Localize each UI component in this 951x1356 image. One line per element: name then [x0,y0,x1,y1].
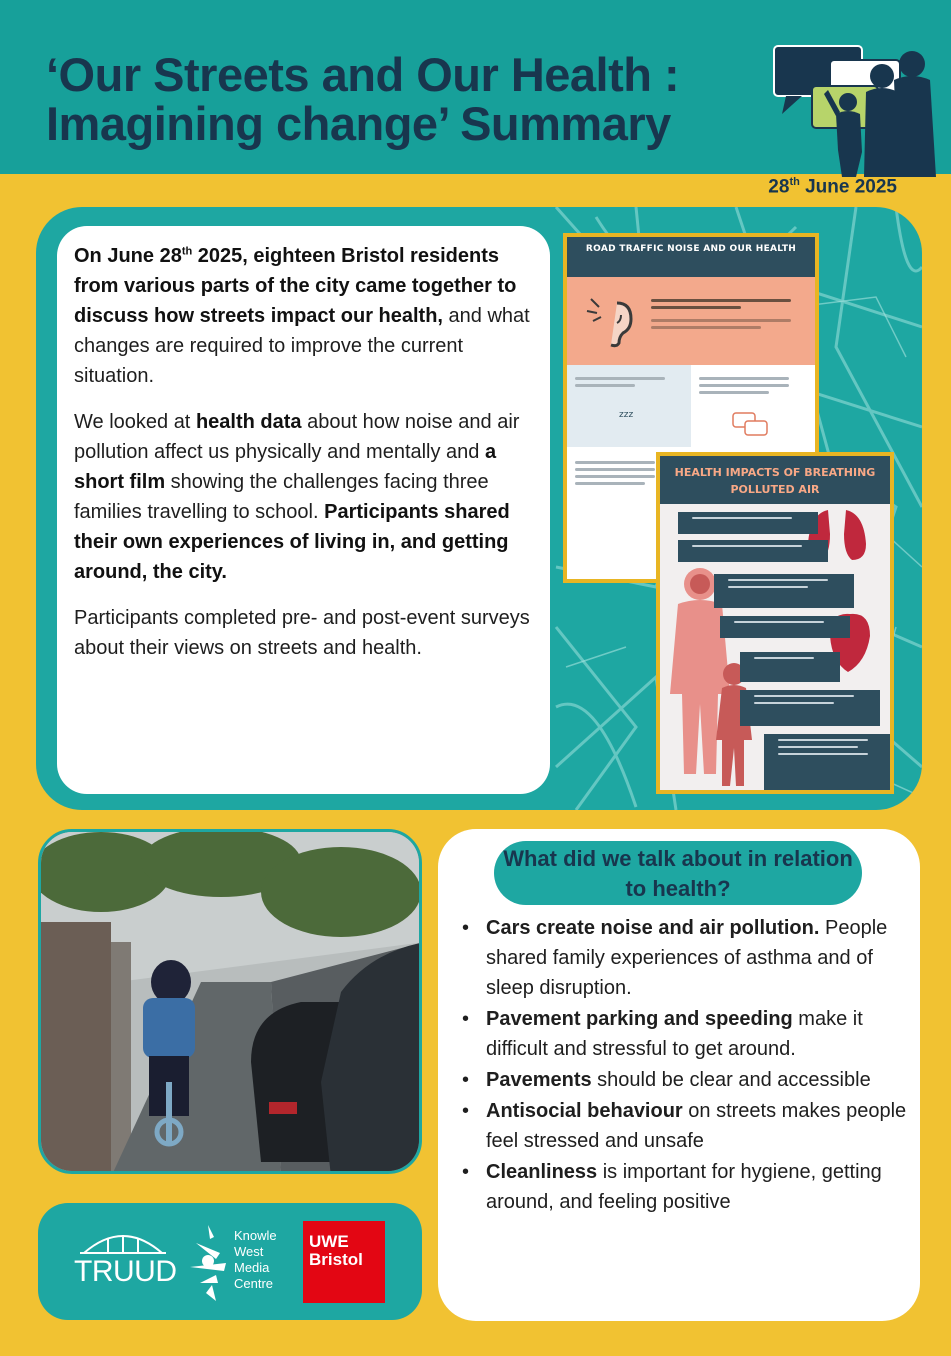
sleep-section [567,365,691,447]
child-cycling-photo [38,829,422,1174]
title-line-1: ‘Our Streets and Our Health : [46,48,680,101]
intro-paragraph-1: On June 28th 2025, eighteen Bristol residents from various parts of the city came together to discuss how streets impact our health, and what changes are required to improve the current situation. [74,244,530,387]
noise-poster-intro [567,277,815,365]
family-speech-bubbles-illustration [770,42,940,177]
street-photo-illustration [41,832,422,1174]
ear-icon [583,291,643,351]
speech-bubble-icon [731,411,771,441]
discussion-summary-card [438,829,920,1321]
air-poster-title: HEALTH IMPACTS OF BREATHING POLLUTED AIR [660,456,890,504]
moon-icon [589,403,639,443]
list-item: • Cleanliness is important for hygiene, getting around, and feeling positive [460,1157,920,1217]
title-line-2: Imagining change’ Summary [46,97,671,150]
discussion-list [460,913,920,1218]
intro-paragraph-3: Participants completed pre- and post-event surveys about their views on streets and health. [74,606,530,659]
uwe-bristol-logo: UWE Bristol [303,1221,385,1303]
partner-logos [38,1203,422,1320]
list-item: • Pavement parking and speeding make it difficult and stressful to get around. [460,1004,920,1064]
page-title [46,50,786,148]
kwmc-logo-text: Knowle West Media Centre [234,1228,277,1291]
noise-poster-title: ROAD TRAFFIC NOISE AND OUR HEALTH [567,237,815,277]
list-item: • Antisocial behaviour on streets makes people feel stressed and unsafe [460,1096,920,1156]
intro-paragraph-2: We looked at health data about how noise and air pollution affect us physically and mentally and a short film showing the challenges facing three families travelling to school. Participants shared their own experiences of living in, and getting around, the city. [74,410,520,583]
discussion-heading: What did we talk about in relation to health? [494,841,862,905]
air-pollution-poster [656,452,894,794]
svg-text:zzz: zzz [619,410,634,420]
event-date: 28th June 2025 [768,176,897,198]
list-item: • Cars create noise and air pollution. People shared family experiences of asthma and of sleep disruption. [460,913,920,1003]
list-item: • Pavements should be clear and accessible [460,1065,920,1095]
kwmc-logo-icon [186,1223,230,1303]
bridge-icon [78,1223,168,1259]
social-section [691,365,815,447]
intro-text-card [57,226,550,794]
truud-logo: TRUUD [74,1255,177,1288]
